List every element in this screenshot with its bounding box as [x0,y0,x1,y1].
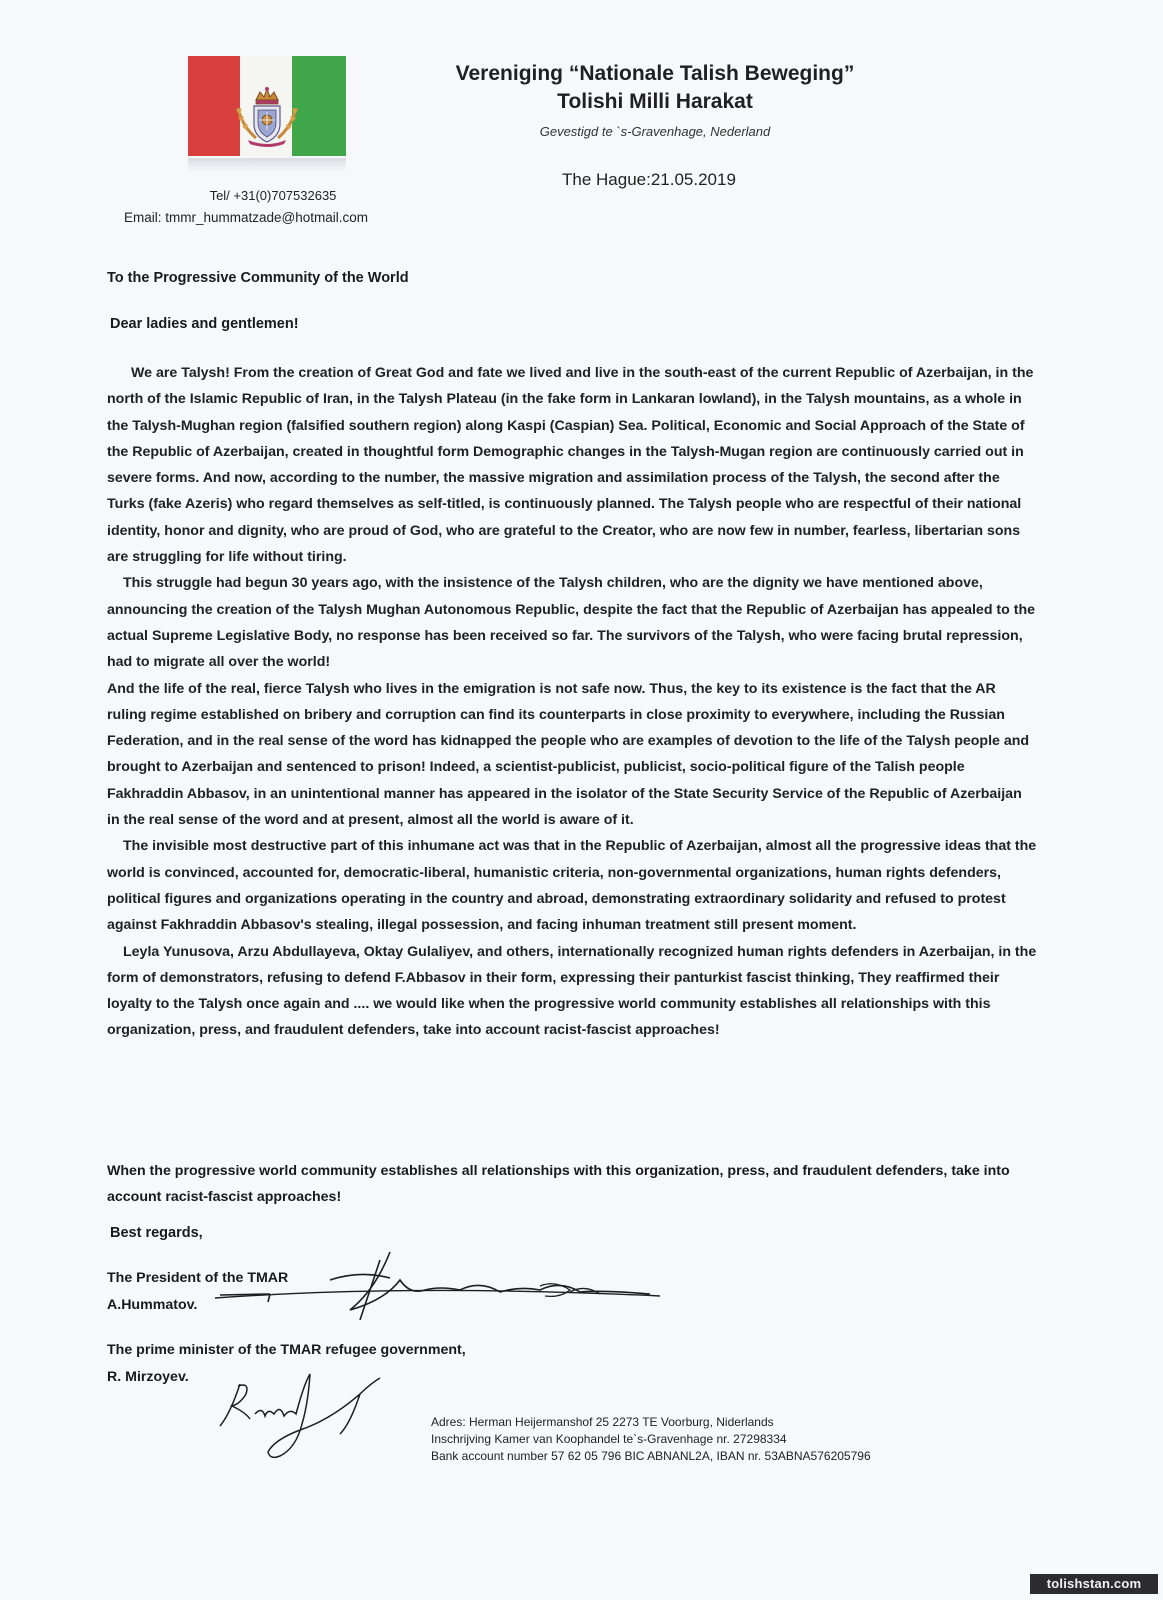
body-paragraph: And the life of the real, fierce Talysh who lives in the emigration is not safe now. Thus, the key to its existence is the fact that the AR ruling regime established on bribery and corruption can find its counterparts in close proximity to everywhere, including the Russian Federation, and in the real sense of the word has kidnapped the people who are examples of devotion to the life of the Talysh people and brought to Azerbaijan and sentenced to prison! Indeed, a scientist-publicist, publicist, socio-political figure of the Talish people Fakhraddin Abbasov, in an unintentional manner has appeared in the isolator of the State Security Service of the Republic of Azerbaijan in the real sense of the word and at present, almost all the world is aware of it. [107,680,1030,829]
footer-bank: Bank account number 57 62 05 796 BIC ABNANL2A, IBAN nr. 53ABNA576205796 [431,1449,871,1463]
body-paragraph: We are Talysh! From the creation of Great God and fate we lived and live in the south-east of the current Republic of Azerbaijan, in the north of the Islamic Republic of Iran, in the Talysh Plateau (in the fake form in Lankaran lowland), in the Talysh mountains, as a whole in the Talysh-Mughan region (falsified southern region) along Kaspi (Caspian) Sea. Political, Economic and Social Approach of the State of the Republic of Azerbaijan, created in thoughtful form Demographic changes in the Talysh-Mugan region are continuously carried out in severe forms. And now, according to the number, the massive migration and assimilation process of the Talysh, the second after the Turks (fake Azeris) who regard themselves as self-titled, is continuously planned. The Talysh people who are respectful of their national identity, honor and dignity, who are proud of God, who are grateful to the Creator, who are now few in number, fearless, libertarian sons are struggling for life without tiring. [107,365,1034,566]
crowned-shield-emblem-icon [232,86,302,148]
site-watermark: tolishstan.com [1030,1574,1158,1594]
flag-shadow [188,158,346,172]
body-paragraph: This struggle had begun 30 years ago, with the insistence of the Talysh children, who are the dignity we have mentioned above, announcing the creation of the Talysh Mughan Autonomous Republic, despite the fact that the Republic of Azerbaijan has appealed to the actual Supreme Legislative Body, no response has been received so far. The survivors of the Talysh, who were facing brutal repression, had to migrate all over the world! [107,575,1036,671]
letter-salutation: Dear ladies and gentlemen! [110,316,299,332]
letter-date: The Hague:21.05.2019 [562,170,736,189]
closing-paragraph: When the progressive world community establishes all relationships with this organization, press, and fraudulent defenders, take into account racist-fascist approaches! [107,1163,1010,1206]
body-paragraph: The invisible most destructive part of this inhumane act was that in the Republic of Azerbaijan, almost all the progressive ideas that the world is convinced, accounted for, democratic-liberal, humanistic criteria, non-governmental organizations, human rights defenders, political figures and organizations operating in the country and abroad, demonstrating extraordinary solidarity and refused to protest against Fakhraddin Abbasov's stealing, illegal possession, and facing inhuman treatment still present moment. [107,838,1037,934]
letter-regards: Best regards, [110,1225,203,1241]
letter-body [107,360,1037,1044]
talish-flag-logo [188,56,348,156]
contact-telephone: Tel/ +31(0)707532635 [209,188,337,203]
organization-subtitle: Tolishi Milli Harakat [557,90,753,113]
prime-minister-title: The prime minister of the TMAR refugee government, [107,1342,466,1358]
letter-footer [431,1414,871,1465]
president-title: The President of the TMAR [107,1270,289,1286]
president-name: A.Hummatov. [107,1297,198,1313]
organization-name: Vereniging “Nationale Talish Beweging” [455,62,855,85]
letter-addressee: To the Progressive Community of the World [107,270,409,286]
president-signature [210,1250,670,1330]
footer-registration: Inschrijving Kamer van Koophandel te`s-Gravenhage nr. 27298334 [431,1432,787,1446]
prime-minister-name: R. Mirzoyev. [107,1369,189,1385]
footer-address: Adres: Herman Heijermanshof 25 2273 TE Voorburg, Niderlands [431,1415,774,1429]
prime-minister-signature [210,1364,400,1464]
organization-established: Gevestigd te `s-Gravenhage, Nederland [539,124,771,139]
contact-email: Email: tmmr_hummatzade@hotmail.com [124,210,369,225]
body-paragraph: Leyla Yunusova, Arzu Abdullayeva, Oktay Gulaliyev, and others, internationally recognized human rights defenders in Azerbaijan, in the form of demonstrators, refusing to defend F.Abbasov in their form, expressing their panturkist fascist thinking, They reaffirmed their loyalty to the Talysh once again and .... we would like when the progressive world community establishes all relationships with this organization, press, and fraudulent defenders, take into account racist-fascist approaches! [107,943,1037,1039]
